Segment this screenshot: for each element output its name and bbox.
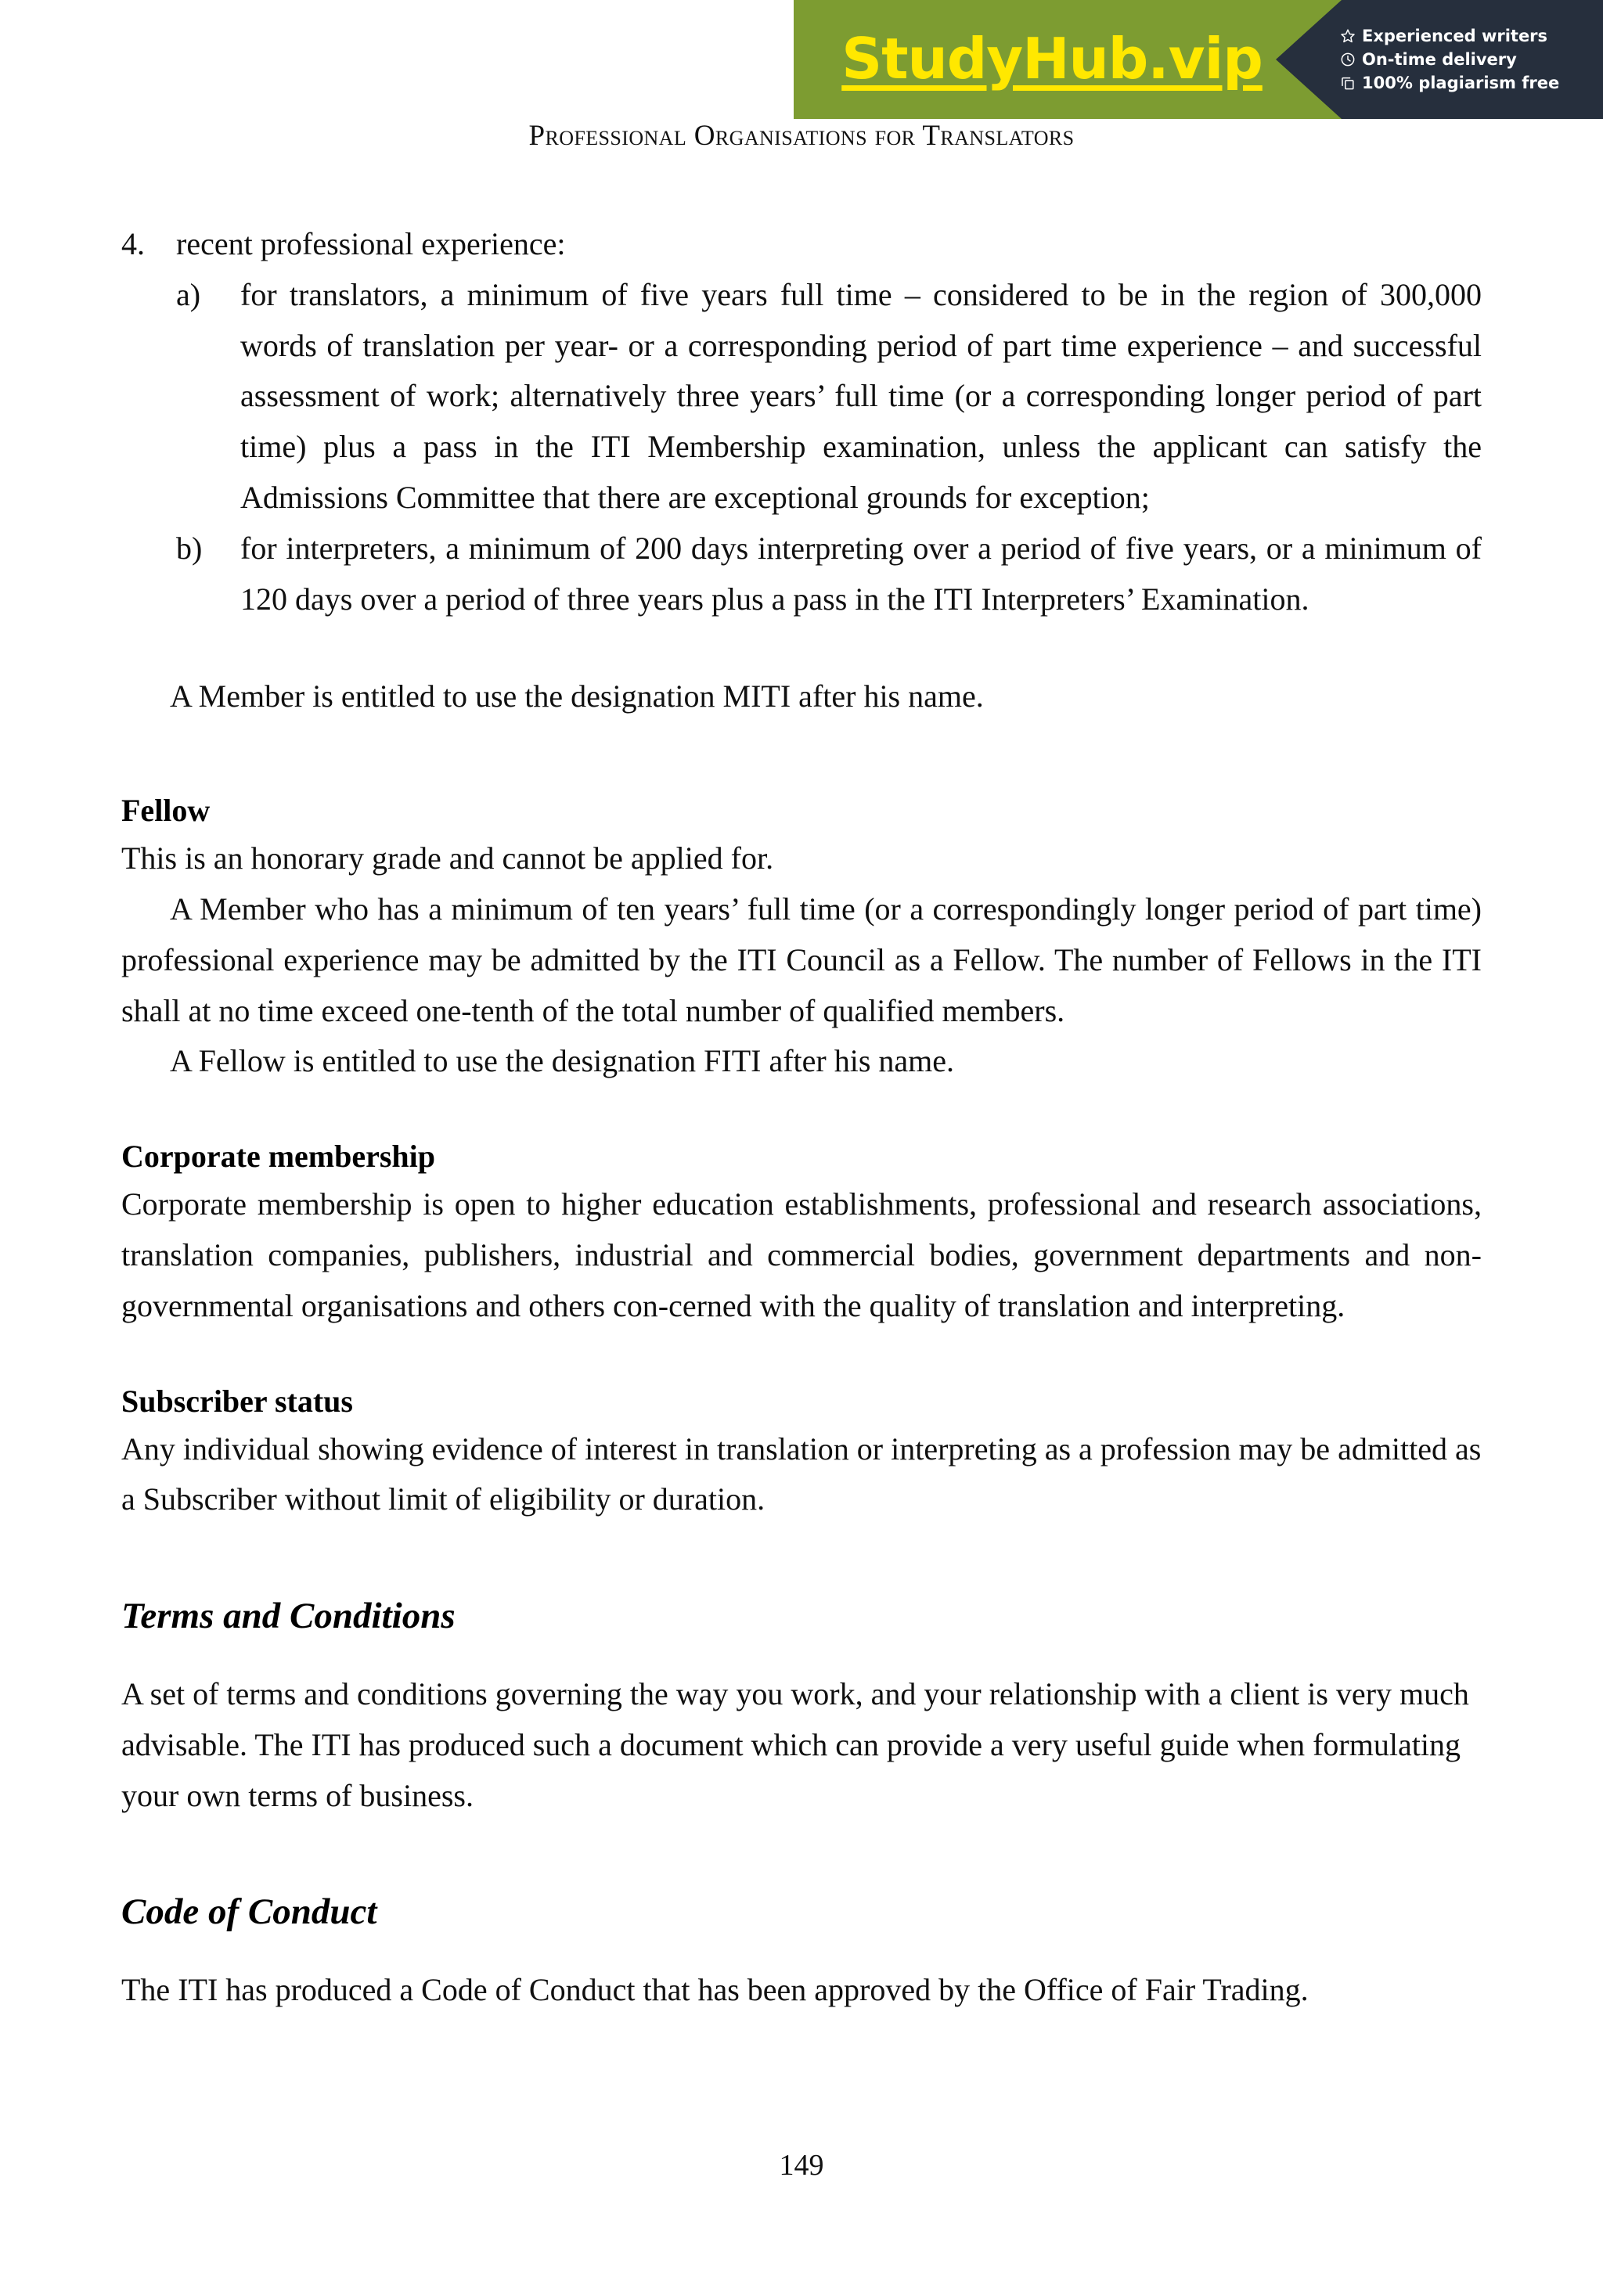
section-heading-fellow: Fellow [121,793,211,829]
sub-list [176,270,1482,625]
spacer [121,1087,1482,1134]
spacer [121,1332,1482,1379]
studyhub-watermark-banner[interactable] [794,0,1603,119]
copy-icon [1340,75,1356,91]
section-heading-subscriber-status: Subscriber status [121,1383,353,1419]
section-heading-terms-and-conditions: Terms and Conditions [121,1596,456,1637]
list-item [121,219,1482,270]
list-item-text: recent professional experience: [176,226,566,261]
list-item [176,270,1482,524]
feature-label: On-time delivery [1362,49,1517,69]
feature-item-on-time-delivery [1340,49,1603,69]
feature-item-experienced-writers [1340,28,1603,45]
list-marker-number: 4. [121,226,145,261]
star-icon [1340,28,1356,44]
page-content [121,219,1482,2016]
feature-label: Experienced writers [1362,26,1548,45]
spacer [121,1821,1482,1887]
section-paragraph: The ITI has produced a Code of Conduct that has been approved by the Office of Fair Trading. [121,1972,1309,2008]
studyhub-logo[interactable] [809,11,1295,106]
section-paragraph: A Fellow is entitled to use the designation FITI after his name. [170,1043,955,1079]
list-item-text: for interpreters, a minimum of 200 days interpreting over a period of five years, or a minimum of 120 days over a period of three years plus a pass in the ITI Interpreters’ Examination. [240,530,1482,617]
page-number: 149 [779,2149,824,2182]
list-item-text: for translators, a minimum of five years full time – considered to be in the region of 300,000 words of translation per year- or a corresponding period of part time experience – and successful assessment of work; alternatively three years’ full time (or a corresponding longer period of part time) plus a pass in the ITI Membership examination, unless the applicant can satisfy the Admissions Committee that there are exceptional grounds for exception; [240,276,1482,515]
spacer [121,624,1482,671]
spacer [121,1525,1482,1591]
spacer [121,722,1482,788]
spacer [121,1643,1482,1669]
section-paragraph: A set of terms and conditions governing the way you work, and your relationship with a client is very much advisable. The ITI has produced such a document which can provide a very useful guide when formulating your own terms of business. [121,1675,1469,1813]
list-item [176,524,1482,625]
section-heading-code-of-conduct: Code of Conduct [121,1891,377,1933]
list-marker-letter: a) [176,276,201,312]
section-paragraph: Any individual showing evidence of interest in translation or interpreting as a profession may be admitted as a Subscriber without limit of eligibility or duration. [121,1431,1482,1517]
running-header: Professional Organisations for Translators [528,120,1075,152]
section-heading-corporate-membership: Corporate membership [121,1139,436,1175]
clock-icon [1340,52,1356,67]
studyhub-logo-text: StudyHub.vip [841,26,1263,92]
spacer [121,1938,1482,1965]
section-paragraph: This is an honorary grade and cannot be applied for. [121,840,774,876]
list-marker-letter: b) [176,530,203,566]
section-paragraph: A Member who has a minimum of ten years’ full time (or a correspondingly longer period of part time) professional experience may be admitted by the ITI Council as a Fellow. The number of Fellows in the ITI shall at no time exceed one-tenth of the total number of qualified members. [121,891,1482,1028]
banner-feature-list [1334,9,1603,110]
member-designation-paragraph: A Member is entitled to use the designation MITI after his name. [170,678,984,714]
feature-item-plagiarism-free [1340,75,1603,92]
section-paragraph: Corporate membership is open to higher education establishments, professional and research associations, translation companies, publishers, industrial and commercial bodies, government departments and non-governmental organisations and others con-cerned with the quality of translation and interpreting. [121,1186,1482,1323]
feature-label: 100% plagiarism free [1362,73,1560,92]
